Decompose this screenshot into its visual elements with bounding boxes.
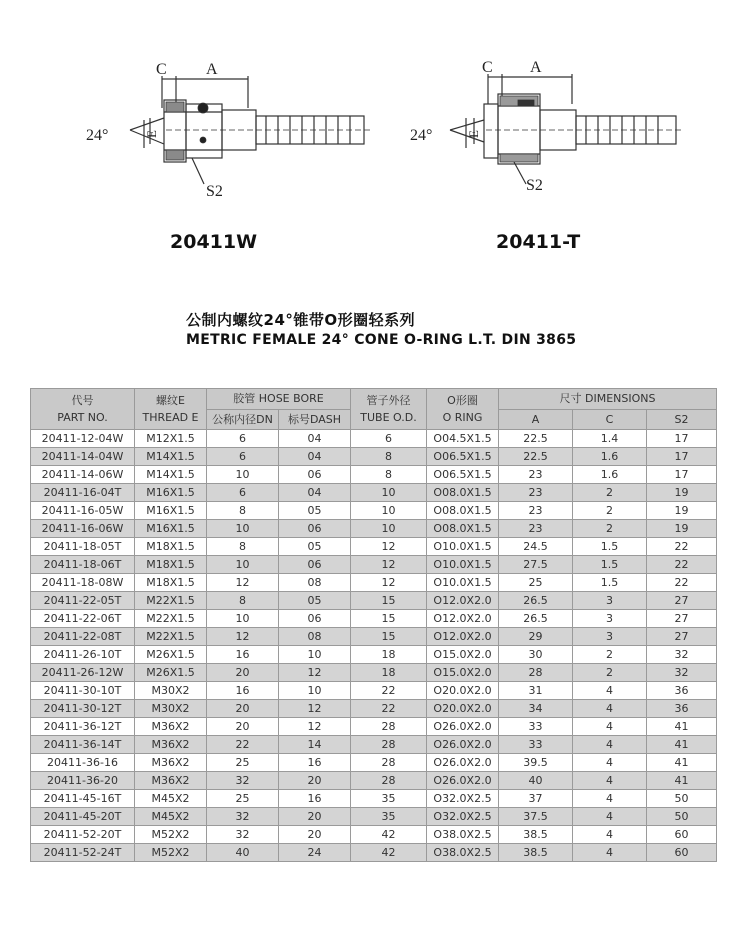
dn-cell: 8 [207, 592, 279, 610]
a-cell: 28 [499, 664, 573, 682]
table-row [31, 718, 717, 736]
thread-cell: M52X2 [135, 826, 207, 844]
c-cell: 4 [573, 682, 647, 700]
part-no-cell: 20411-52-20T [31, 826, 135, 844]
c-cell: 3 [573, 610, 647, 628]
a-cell: 23 [499, 520, 573, 538]
o-ring-cell: O26.0X2.0 [427, 736, 499, 754]
o-ring-cell: O32.0X2.5 [427, 808, 499, 826]
c-cell: 1.4 [573, 430, 647, 448]
thread-cell: M22X1.5 [135, 628, 207, 646]
dn-cell: 32 [207, 772, 279, 790]
s2-cell: 22 [647, 574, 717, 592]
thread-cell: M36X2 [135, 718, 207, 736]
s2-cell: 41 [647, 718, 717, 736]
part-no-cell: 20411-22-05T [31, 592, 135, 610]
a-cell: 23 [499, 502, 573, 520]
thread-cell: M18X1.5 [135, 556, 207, 574]
o-ring-cell: O10.0X1.5 [427, 556, 499, 574]
table-row [31, 736, 717, 754]
header-o-ring: O形圈 O RING [427, 389, 499, 430]
table-row [31, 664, 717, 682]
o-ring-cell: O26.0X2.0 [427, 718, 499, 736]
angle-label: 24° [410, 127, 433, 144]
thread-cell: M36X2 [135, 736, 207, 754]
dn-cell: 25 [207, 790, 279, 808]
part-no-cell: 20411-18-06T [31, 556, 135, 574]
spec-table-body [31, 430, 717, 862]
a-cell: 37.5 [499, 808, 573, 826]
fitting-drawing-20411t [410, 48, 690, 208]
tube-od-cell: 12 [351, 556, 427, 574]
thread-cell: M12X1.5 [135, 430, 207, 448]
dash-cell: 04 [279, 430, 351, 448]
table-row [31, 448, 717, 466]
dash-cell: 06 [279, 466, 351, 484]
s2-cell: 17 [647, 466, 717, 484]
o-ring-cell: O08.0X1.5 [427, 484, 499, 502]
o-ring-cell: O10.0X1.5 [427, 574, 499, 592]
s2-cell: 27 [647, 628, 717, 646]
dash-cell: 24 [279, 844, 351, 862]
tube-od-cell: 22 [351, 682, 427, 700]
dn-cell: 16 [207, 646, 279, 664]
a-cell: 23 [499, 484, 573, 502]
part-no-cell: 20411-30-10T [31, 682, 135, 700]
table-row [31, 628, 717, 646]
dn-cell: 12 [207, 628, 279, 646]
dim-e-label: E [466, 130, 481, 138]
c-cell: 1.6 [573, 466, 647, 484]
dash-cell: 20 [279, 772, 351, 790]
c-cell: 4 [573, 790, 647, 808]
dash-cell: 05 [279, 538, 351, 556]
table-row [31, 610, 717, 628]
dash-cell: 08 [279, 574, 351, 592]
table-row [31, 538, 717, 556]
dash-cell: 05 [279, 592, 351, 610]
table-row [31, 484, 717, 502]
tube-od-cell: 18 [351, 646, 427, 664]
thread-cell: M22X1.5 [135, 592, 207, 610]
table-row [31, 430, 717, 448]
c-cell: 1.5 [573, 574, 647, 592]
c-cell: 1.6 [573, 448, 647, 466]
s2-cell: 50 [647, 808, 717, 826]
c-cell: 4 [573, 700, 647, 718]
a-cell: 29 [499, 628, 573, 646]
a-cell: 37 [499, 790, 573, 808]
dash-cell: 16 [279, 790, 351, 808]
s2-cell: 41 [647, 772, 717, 790]
table-row [31, 466, 717, 484]
thread-cell: M36X2 [135, 754, 207, 772]
s2-cell: 50 [647, 790, 717, 808]
dn-cell: 16 [207, 682, 279, 700]
series-title-cn: 公制内螺纹24°锥带O形圈轻系列 [186, 311, 416, 329]
c-cell: 1.5 [573, 556, 647, 574]
spec-table [30, 388, 717, 862]
dash-cell: 05 [279, 502, 351, 520]
series-title-en: METRIC FEMALE 24° CONE O-RING L.T. DIN 3865 [186, 332, 577, 348]
header-c: C [573, 410, 647, 430]
tube-od-cell: 18 [351, 664, 427, 682]
dn-cell: 8 [207, 502, 279, 520]
table-row [31, 754, 717, 772]
c-cell: 2 [573, 484, 647, 502]
c-cell: 4 [573, 736, 647, 754]
header-dash: 标号DASH [279, 410, 351, 430]
part-no-cell: 20411-16-06W [31, 520, 135, 538]
a-cell: 26.5 [499, 610, 573, 628]
dash-cell: 06 [279, 556, 351, 574]
header-tube-od: 管子外径 TUBE O.D. [351, 389, 427, 430]
s2-cell: 41 [647, 754, 717, 772]
dash-cell: 04 [279, 484, 351, 502]
s2-cell: 22 [647, 556, 717, 574]
c-cell: 2 [573, 646, 647, 664]
o-ring-cell: O12.0X2.0 [427, 610, 499, 628]
o-ring-cell: O20.0X2.0 [427, 682, 499, 700]
c-cell: 4 [573, 718, 647, 736]
thread-cell: M16X1.5 [135, 484, 207, 502]
o-ring-cell: O15.0X2.0 [427, 646, 499, 664]
o-ring-cell: O08.0X1.5 [427, 520, 499, 538]
fitting-drawing-20411w [80, 48, 380, 208]
o-ring-cell: O04.5X1.5 [427, 430, 499, 448]
tube-od-cell: 22 [351, 700, 427, 718]
c-cell: 2 [573, 664, 647, 682]
part-no-cell: 20411-26-12W [31, 664, 135, 682]
a-cell: 38.5 [499, 844, 573, 862]
tube-od-cell: 10 [351, 484, 427, 502]
tube-od-cell: 28 [351, 718, 427, 736]
tube-od-cell: 6 [351, 430, 427, 448]
s2-cell: 27 [647, 610, 717, 628]
thread-cell: M45X2 [135, 808, 207, 826]
dn-cell: 40 [207, 844, 279, 862]
tube-od-cell: 28 [351, 736, 427, 754]
table-row [31, 790, 717, 808]
tube-od-cell: 15 [351, 592, 427, 610]
dash-cell: 16 [279, 754, 351, 772]
o-ring-cell: O10.0X1.5 [427, 538, 499, 556]
a-cell: 38.5 [499, 826, 573, 844]
a-cell: 39.5 [499, 754, 573, 772]
dim-c-label: C [482, 59, 493, 76]
dn-cell: 10 [207, 466, 279, 484]
o-ring-cell: O08.0X1.5 [427, 502, 499, 520]
table-row [31, 826, 717, 844]
o-ring-cell: O38.0X2.5 [427, 826, 499, 844]
s2-cell: 17 [647, 448, 717, 466]
tube-od-cell: 28 [351, 754, 427, 772]
part-no-cell: 20411-45-20T [31, 808, 135, 826]
a-cell: 30 [499, 646, 573, 664]
s2-cell: 19 [647, 484, 717, 502]
dn-cell: 20 [207, 718, 279, 736]
s2-cell: 22 [647, 538, 717, 556]
c-cell: 3 [573, 628, 647, 646]
dim-s2-label: S2 [526, 177, 543, 194]
a-cell: 25 [499, 574, 573, 592]
table-row [31, 844, 717, 862]
a-cell: 31 [499, 682, 573, 700]
table-row [31, 808, 717, 826]
dn-cell: 6 [207, 448, 279, 466]
dim-c-label: C [156, 61, 167, 78]
dim-a-label: A [206, 61, 218, 78]
c-cell: 2 [573, 502, 647, 520]
part-no-cell: 20411-36-20 [31, 772, 135, 790]
s2-cell: 32 [647, 646, 717, 664]
c-cell: 2 [573, 520, 647, 538]
model-label-20411t: 20411-T [496, 231, 581, 253]
c-cell: 4 [573, 844, 647, 862]
table-row [31, 700, 717, 718]
dash-cell: 20 [279, 826, 351, 844]
thread-cell: M52X2 [135, 844, 207, 862]
thread-cell: M26X1.5 [135, 646, 207, 664]
s2-cell: 17 [647, 430, 717, 448]
dn-cell: 32 [207, 808, 279, 826]
o-ring-cell: O26.0X2.0 [427, 772, 499, 790]
header-part-no: 代号 PART NO. [31, 389, 135, 430]
o-ring-cell: O06.5X1.5 [427, 448, 499, 466]
table-row [31, 646, 717, 664]
tube-od-cell: 15 [351, 610, 427, 628]
tube-od-cell: 8 [351, 466, 427, 484]
c-cell: 3 [573, 592, 647, 610]
s2-cell: 36 [647, 682, 717, 700]
table-row [31, 502, 717, 520]
a-cell: 23 [499, 466, 573, 484]
dash-cell: 04 [279, 448, 351, 466]
a-cell: 34 [499, 700, 573, 718]
thread-cell: M26X1.5 [135, 664, 207, 682]
model-label-20411w: 20411W [170, 231, 258, 253]
part-no-cell: 20411-16-05W [31, 502, 135, 520]
part-no-cell: 20411-16-04T [31, 484, 135, 502]
a-cell: 26.5 [499, 592, 573, 610]
part-no-cell: 20411-14-06W [31, 466, 135, 484]
tube-od-cell: 28 [351, 772, 427, 790]
dn-cell: 32 [207, 826, 279, 844]
dash-cell: 10 [279, 682, 351, 700]
header-s2: S2 [647, 410, 717, 430]
table-row [31, 520, 717, 538]
s2-cell: 60 [647, 826, 717, 844]
dn-cell: 10 [207, 610, 279, 628]
tube-od-cell: 15 [351, 628, 427, 646]
o-ring-cell: O26.0X2.0 [427, 754, 499, 772]
part-no-cell: 20411-36-16 [31, 754, 135, 772]
s2-cell: 36 [647, 700, 717, 718]
c-cell: 4 [573, 808, 647, 826]
a-cell: 33 [499, 718, 573, 736]
s2-cell: 60 [647, 844, 717, 862]
a-cell: 24.5 [499, 538, 573, 556]
dim-a-label: A [530, 59, 542, 76]
dn-cell: 6 [207, 430, 279, 448]
thread-cell: M45X2 [135, 790, 207, 808]
s2-cell: 19 [647, 502, 717, 520]
thread-cell: M14X1.5 [135, 448, 207, 466]
dash-cell: 12 [279, 664, 351, 682]
thread-cell: M36X2 [135, 772, 207, 790]
dn-cell: 8 [207, 538, 279, 556]
o-ring-cell: O06.5X1.5 [427, 466, 499, 484]
table-row [31, 772, 717, 790]
dash-cell: 14 [279, 736, 351, 754]
s2-cell: 41 [647, 736, 717, 754]
dn-cell: 22 [207, 736, 279, 754]
tube-od-cell: 10 [351, 502, 427, 520]
dash-cell: 12 [279, 718, 351, 736]
dn-cell: 10 [207, 556, 279, 574]
part-no-cell: 20411-26-10T [31, 646, 135, 664]
dn-cell: 20 [207, 700, 279, 718]
part-no-cell: 20411-14-04W [31, 448, 135, 466]
part-no-cell: 20411-22-08T [31, 628, 135, 646]
c-cell: 4 [573, 772, 647, 790]
dim-e-label: E [144, 130, 159, 138]
a-cell: 22.5 [499, 430, 573, 448]
s2-cell: 19 [647, 520, 717, 538]
tube-od-cell: 10 [351, 520, 427, 538]
dn-cell: 25 [207, 754, 279, 772]
thread-cell: M14X1.5 [135, 466, 207, 484]
dash-cell: 06 [279, 520, 351, 538]
header-a: A [499, 410, 573, 430]
header-dimensions: 尺寸 DIMENSIONS [499, 389, 717, 410]
angle-label: 24° [86, 127, 109, 144]
part-no-cell: 20411-30-12T [31, 700, 135, 718]
a-cell: 22.5 [499, 448, 573, 466]
table-row [31, 574, 717, 592]
table-row [31, 556, 717, 574]
o-ring-cell: O15.0X2.0 [427, 664, 499, 682]
part-no-cell: 20411-22-06T [31, 610, 135, 628]
dash-cell: 12 [279, 700, 351, 718]
dash-cell: 06 [279, 610, 351, 628]
o-ring-cell: O32.0X2.5 [427, 790, 499, 808]
dash-cell: 20 [279, 808, 351, 826]
part-no-cell: 20411-52-24T [31, 844, 135, 862]
thread-cell: M22X1.5 [135, 610, 207, 628]
a-cell: 33 [499, 736, 573, 754]
o-ring-cell: O12.0X2.0 [427, 628, 499, 646]
o-ring-cell: O12.0X2.0 [427, 592, 499, 610]
thread-cell: M30X2 [135, 682, 207, 700]
o-ring-cell: O20.0X2.0 [427, 700, 499, 718]
header-dn: 公称内径DN [207, 410, 279, 430]
s2-cell: 32 [647, 664, 717, 682]
dn-cell: 20 [207, 664, 279, 682]
header-hose-bore: 胶管 HOSE BORE [207, 389, 351, 410]
thread-cell: M16X1.5 [135, 502, 207, 520]
tube-od-cell: 42 [351, 844, 427, 862]
tube-od-cell: 12 [351, 574, 427, 592]
tube-od-cell: 35 [351, 808, 427, 826]
tube-od-cell: 42 [351, 826, 427, 844]
tube-od-cell: 35 [351, 790, 427, 808]
tube-od-cell: 8 [351, 448, 427, 466]
dn-cell: 10 [207, 520, 279, 538]
tube-od-cell: 12 [351, 538, 427, 556]
a-cell: 40 [499, 772, 573, 790]
dim-s2-label: S2 [206, 183, 223, 200]
c-cell: 1.5 [573, 538, 647, 556]
c-cell: 4 [573, 754, 647, 772]
part-no-cell: 20411-36-14T [31, 736, 135, 754]
table-row [31, 682, 717, 700]
header-thread: 螺纹E THREAD E [135, 389, 207, 430]
part-no-cell: 20411-18-05T [31, 538, 135, 556]
thread-cell: M16X1.5 [135, 520, 207, 538]
dash-cell: 08 [279, 628, 351, 646]
part-no-cell: 20411-45-16T [31, 790, 135, 808]
thread-cell: M18X1.5 [135, 538, 207, 556]
a-cell: 27.5 [499, 556, 573, 574]
part-no-cell: 20411-18-08W [31, 574, 135, 592]
o-ring-cell: O38.0X2.5 [427, 844, 499, 862]
thread-cell: M18X1.5 [135, 574, 207, 592]
s2-cell: 27 [647, 592, 717, 610]
c-cell: 4 [573, 826, 647, 844]
part-no-cell: 20411-36-12T [31, 718, 135, 736]
dash-cell: 10 [279, 646, 351, 664]
dn-cell: 6 [207, 484, 279, 502]
part-no-cell: 20411-12-04W [31, 430, 135, 448]
thread-cell: M30X2 [135, 700, 207, 718]
dn-cell: 12 [207, 574, 279, 592]
table-row [31, 592, 717, 610]
